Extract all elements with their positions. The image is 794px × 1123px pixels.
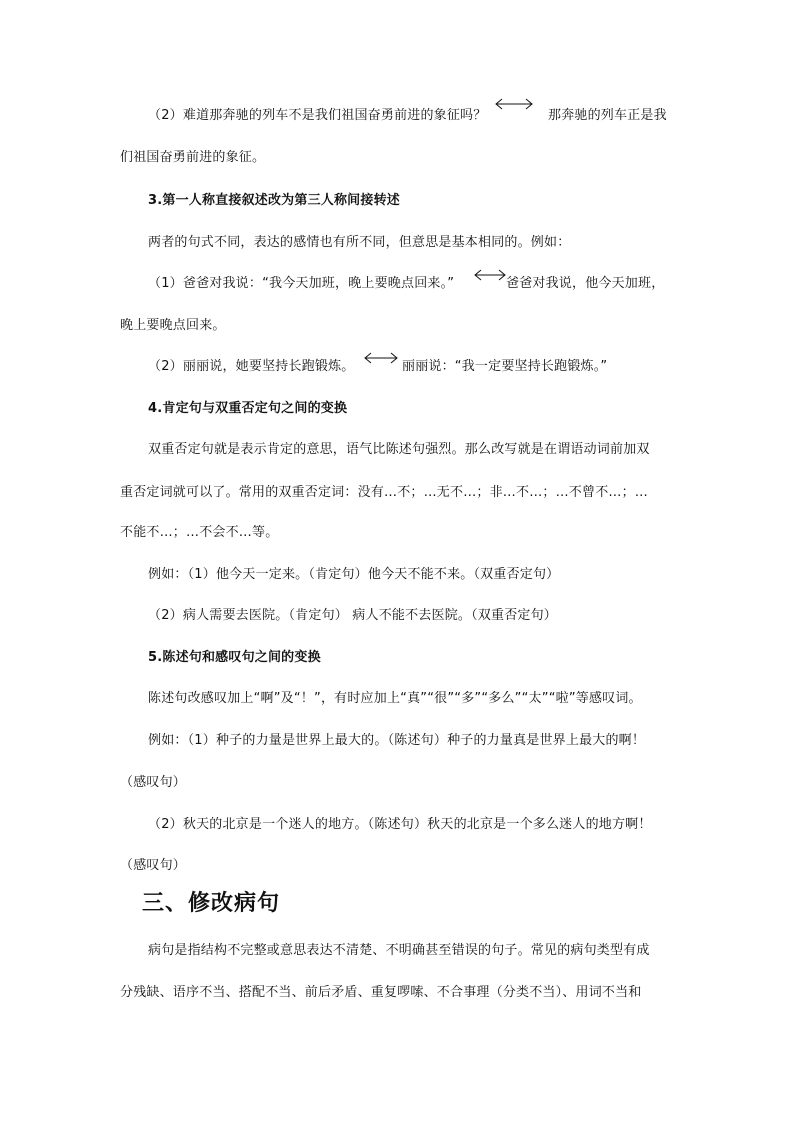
text-line-5 — [0, 275, 794, 295]
text-line-21: 病句是指结构不完整或意思表达不清楚、不明确甚至错误的句子。常见的病句类型有成 — [148, 943, 650, 958]
text-line-16: 例如：（1）种子的力量是世界上最大的。（陈述句）种子的力量真是世界上最大的啊！ — [148, 733, 646, 748]
text-segment: （2）难道那奔驰的列车不是我们祖国奋勇前进的象征吗？ — [148, 108, 487, 123]
double-arrow-icon — [473, 268, 507, 282]
double-arrow-icon — [494, 97, 534, 111]
text-line-13: （2）病人需要去医院。（肯定句） 病人不能不去医院。（双重否定句） — [148, 608, 558, 623]
text-line-11: 不能不…；…不会不…等。 — [120, 525, 279, 540]
text-line-15: 陈述句改感叹加上“啊”及“！”，有时应加上“真”“很”“多”“多么”“太”“啦”等感叹词。 — [148, 691, 642, 706]
text-segment: 丽丽说：“我一定要坚持长跑锻炼。” — [402, 359, 608, 374]
section-heading-4: 4.肯定句与双重否定句之间的变换 — [148, 401, 348, 416]
text-line-18: （2）秋天的北京是一个迷人的地方。（陈述句）秋天的北京是一个多么迷人的地方啊！ — [148, 817, 652, 832]
text-line-22: 分残缺、语序不当、搭配不当、前后矛盾、重复啰嗦、不合事理（分类不当）、用词不当和 — [120, 985, 642, 1000]
text-line-10: 重否定词就可以了。常用的双重否定词：没有…不；…无不…；非…不…；…不曾不…；… — [120, 485, 649, 500]
text-line-2: 们祖国奋勇前进的象征。 — [120, 150, 266, 165]
text-line-7 — [0, 358, 794, 378]
text-line-6: 晚上要晚点回来。 — [120, 318, 226, 333]
text-segment: （1）爸爸对我说：“我今天加班，晚上要晚点回来。” — [148, 276, 455, 291]
text-line-19: （感叹句） — [120, 858, 187, 873]
section-heading-3: 3.第一人称直接叙述改为第三人称间接转述 — [148, 193, 400, 208]
text-segment: 那奔驰的列车正是我 — [548, 108, 667, 123]
text-segment: 爸爸对我说，他今天加班， — [506, 276, 665, 291]
text-line-4: 两者的句式不同，表达的感情也有所不同，但意思是基本相同的。例如： — [148, 235, 571, 250]
text-line-17: （感叹句） — [120, 775, 187, 790]
text-segment: （2）丽丽说，她要坚持长跑锻炼。 — [148, 359, 355, 374]
text-line-1 — [0, 107, 794, 127]
section-title: 三、修改病句 — [142, 891, 281, 916]
double-arrow-icon — [363, 351, 399, 365]
text-line-12: 例如：（1）他今天一定来。（肯定句）他今天不能不来。（双重否定句） — [148, 567, 560, 582]
section-heading-5: 5.陈述句和感叹句之间的变换 — [148, 650, 321, 665]
text-line-9: 双重否定句就是表示肯定的意思，语气比陈述句强烈。那么改写就是在谓语动词前加双 — [148, 442, 650, 457]
